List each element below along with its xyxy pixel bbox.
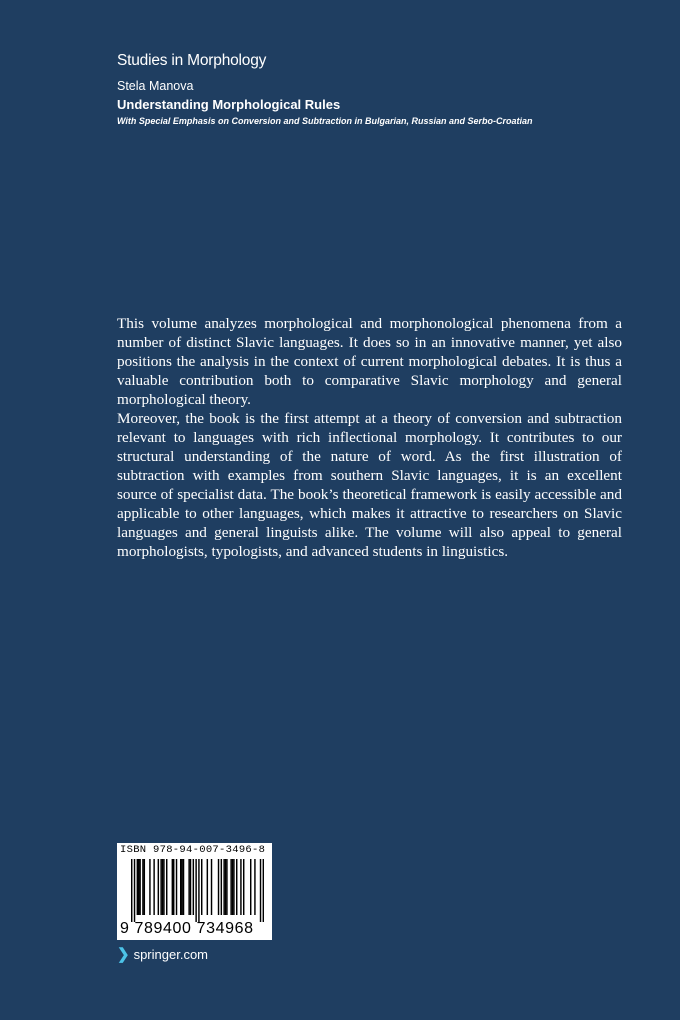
barcode-bar [172, 859, 173, 915]
description-paragraph-2: Moreover, the book is the first attempt at a theory of conversion and subtraction relevant to languages with rich inflectional morphology. It contributes to our structural understanding of the nature of word. As the first illustration of subtraction with examples from southern Slavic languages, it is an excellent source of specialist data. The book’s theoretical framework is easily accessible and applicable to other languages, which makes it attractive to researchers on Slavic languages and general linguists alike. The volume will also appeal to general morphologists, typologists, and advanced students in linguistics. [117, 410, 622, 560]
barcode-bar [226, 859, 227, 915]
barcode-bar [176, 859, 177, 915]
ean-digits: 9 789400 734968 [120, 920, 254, 937]
barcode-bar [160, 859, 161, 915]
barcode-bar [137, 859, 138, 915]
barcode-bar [240, 859, 241, 915]
barcode-bar [201, 859, 202, 915]
publisher-website: springer.com [133, 946, 208, 962]
barcode-bar [243, 859, 244, 915]
barcode-bar [193, 859, 194, 915]
barcode-bar [138, 859, 139, 915]
barcode-bar [198, 859, 199, 922]
description-paragraph-1: This volume analyzes morphological and morphonological phenomena from a number of distinct Slavic languages. It does so in an innovative manner, yet also positions the analysis in the context of current morphological debates. It is thus a valuable contribution both to comparative Slavic morphology and general morphological theory. [117, 315, 622, 408]
barcode-bar [260, 859, 261, 922]
barcode-bar [250, 859, 251, 915]
barcode-bar [131, 859, 132, 922]
barcode-bar [166, 859, 167, 915]
barcode-bar [223, 859, 224, 915]
book-subtitle: With Special Emphasis on Conversion and Subtraction in Bulgarian, Russian and Serbo-Croatian [117, 116, 533, 126]
barcode-image [131, 859, 264, 922]
barcode-bar [162, 859, 163, 915]
chevron-right-icon: ❯ [117, 946, 130, 963]
isbn-label: ISBN 978-94-007-3496-8 [120, 844, 266, 856]
barcode-bar [195, 859, 196, 922]
barcode-bar [139, 859, 140, 915]
barcode-bar [134, 859, 135, 922]
barcode-bar [233, 859, 234, 915]
barcode-bar [163, 859, 164, 915]
barcode-bar [230, 859, 231, 915]
barcode-bar [232, 859, 233, 915]
barcode-bar [211, 859, 212, 915]
barcode-bar [181, 859, 182, 915]
book-title: Understanding Morphological Rules [117, 97, 341, 112]
barcode-bar [173, 859, 174, 915]
barcode-bar [149, 859, 150, 915]
book-description [117, 314, 622, 561]
barcode-bar [218, 859, 219, 915]
barcode-bar [207, 859, 208, 915]
series-name: Studies in Morphology [117, 52, 267, 69]
barcode-bar [158, 859, 159, 915]
barcode-bar [254, 859, 255, 915]
barcode-bar [190, 859, 191, 915]
barcode-bar [188, 859, 189, 915]
barcode-bar [236, 859, 237, 915]
barcode-bar [142, 859, 143, 915]
barcode-bar [144, 859, 145, 915]
isbn-barcode-box [117, 843, 272, 940]
barcode-bar [153, 859, 154, 915]
barcode-bar [180, 859, 181, 915]
barcode-bar [263, 859, 264, 922]
barcode-bar [225, 859, 226, 915]
publisher-link[interactable] [117, 945, 208, 963]
barcode-bar [183, 859, 184, 915]
author-name: Stela Manova [117, 79, 194, 93]
barcode-bar [221, 859, 222, 915]
